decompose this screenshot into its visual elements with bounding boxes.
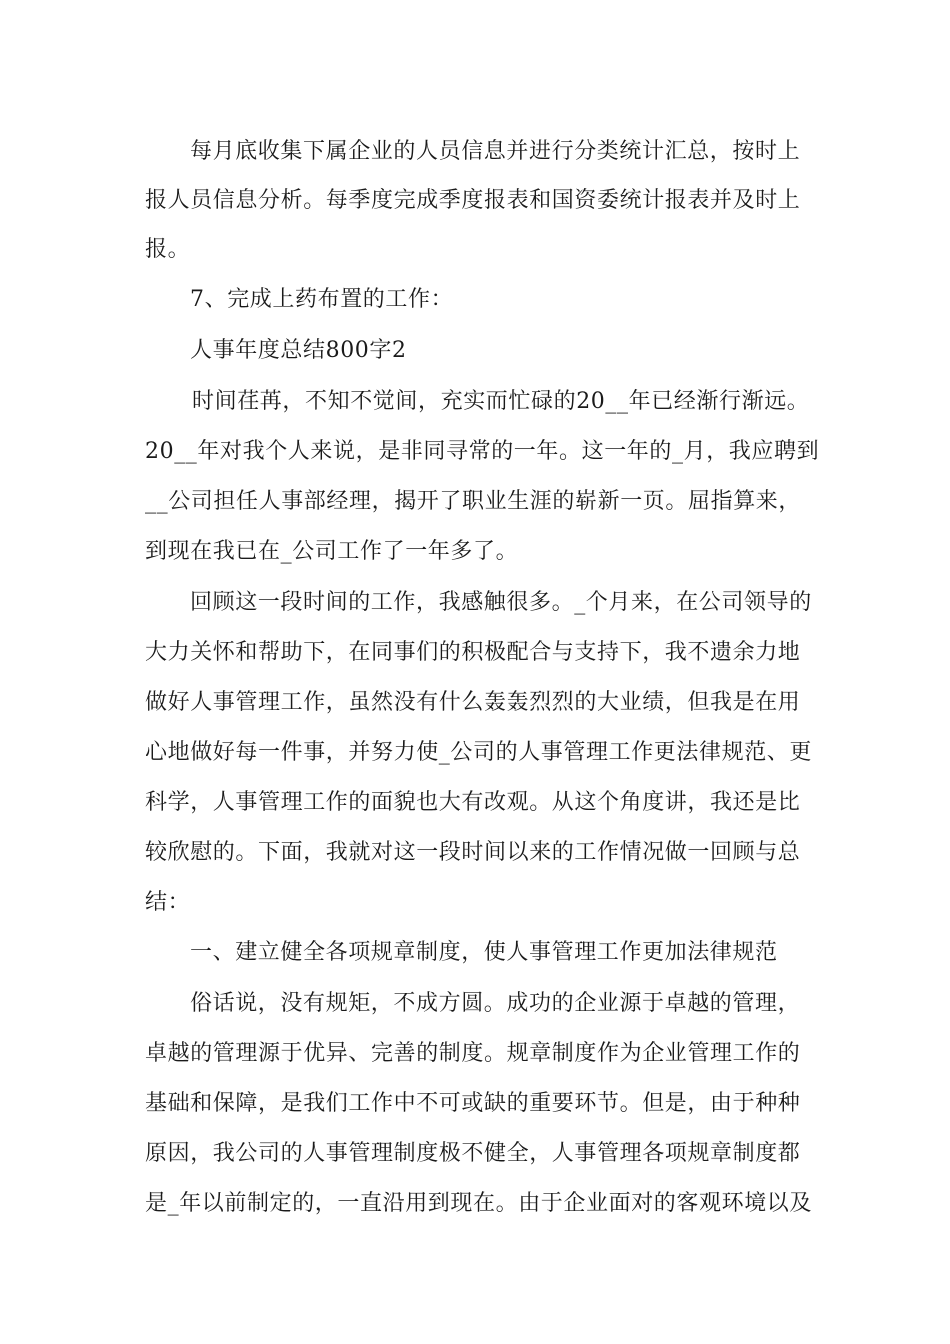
section-title: 人事年度总结800字2 xyxy=(190,338,407,363)
text-line: 回顾这一段时间的工作，我感触很多。_个月来，在公司领导的 xyxy=(190,590,812,615)
section-heading: 一、建立健全各项规章制度，使人事管理工作更加法律规范 xyxy=(190,940,778,965)
text-line: 原因，我公司的人事管理制度极不健全，人事管理各项规章制度都 xyxy=(145,1141,801,1166)
text-line: 报人员信息分析。每季度完成季度报表和国资委统计报表并及时上 xyxy=(145,188,801,213)
text-line: 时间荏苒，不知不觉间，充实而忙碌的20__年已经渐行渐远。 xyxy=(192,389,810,414)
text-line: __公司担任人事部经理，揭开了职业生涯的崭新一页。屈指算来， xyxy=(145,489,802,514)
text-line: 大力关怀和帮助下，在同事们的积极配合与支持下，我不遗余力地 xyxy=(145,640,801,665)
text-line: 基础和保障，是我们工作中不可或缺的重要环节。但是，由于种种 xyxy=(145,1091,801,1116)
text-line: 做好人事管理工作，虽然没有什么轰轰烈烈的大业绩，但我是在用 xyxy=(145,690,801,715)
text-line: 科学，人事管理工作的面貌也大有改观。从这个角度讲，我还是比 xyxy=(145,790,801,815)
text-line: 俗话说，没有规矩，不成方圆。成功的企业源于卓越的管理， xyxy=(190,991,801,1016)
text-line: 结： xyxy=(145,890,191,915)
text-line: 20__年对我个人来说，是非同寻常的一年。这一年的_月，我应聘到 xyxy=(145,439,820,464)
text-line: 报。 xyxy=(145,237,191,262)
text-line: 较欣慰的。下面，我就对这一段时间以来的工作情况做一回顾与总 xyxy=(145,840,801,865)
text-line: 到现在我已在_公司工作了一年多了。 xyxy=(145,539,519,564)
text-line: 每月底收集下属企业的人员信息并进行分类统计汇总，按时上 xyxy=(190,139,801,164)
text-line: 心地做好每一件事，并努力使_公司的人事管理工作更法律规范、更 xyxy=(145,740,813,765)
text-line: 是_年以前制定的，一直沿用到现在。由于企业面对的客观环境以及 xyxy=(145,1191,813,1216)
text-line: 卓越的管理源于优异、完善的制度。规章制度作为企业管理工作的 xyxy=(145,1041,801,1066)
list-item: 7、完成上药布置的工作： xyxy=(190,287,454,312)
